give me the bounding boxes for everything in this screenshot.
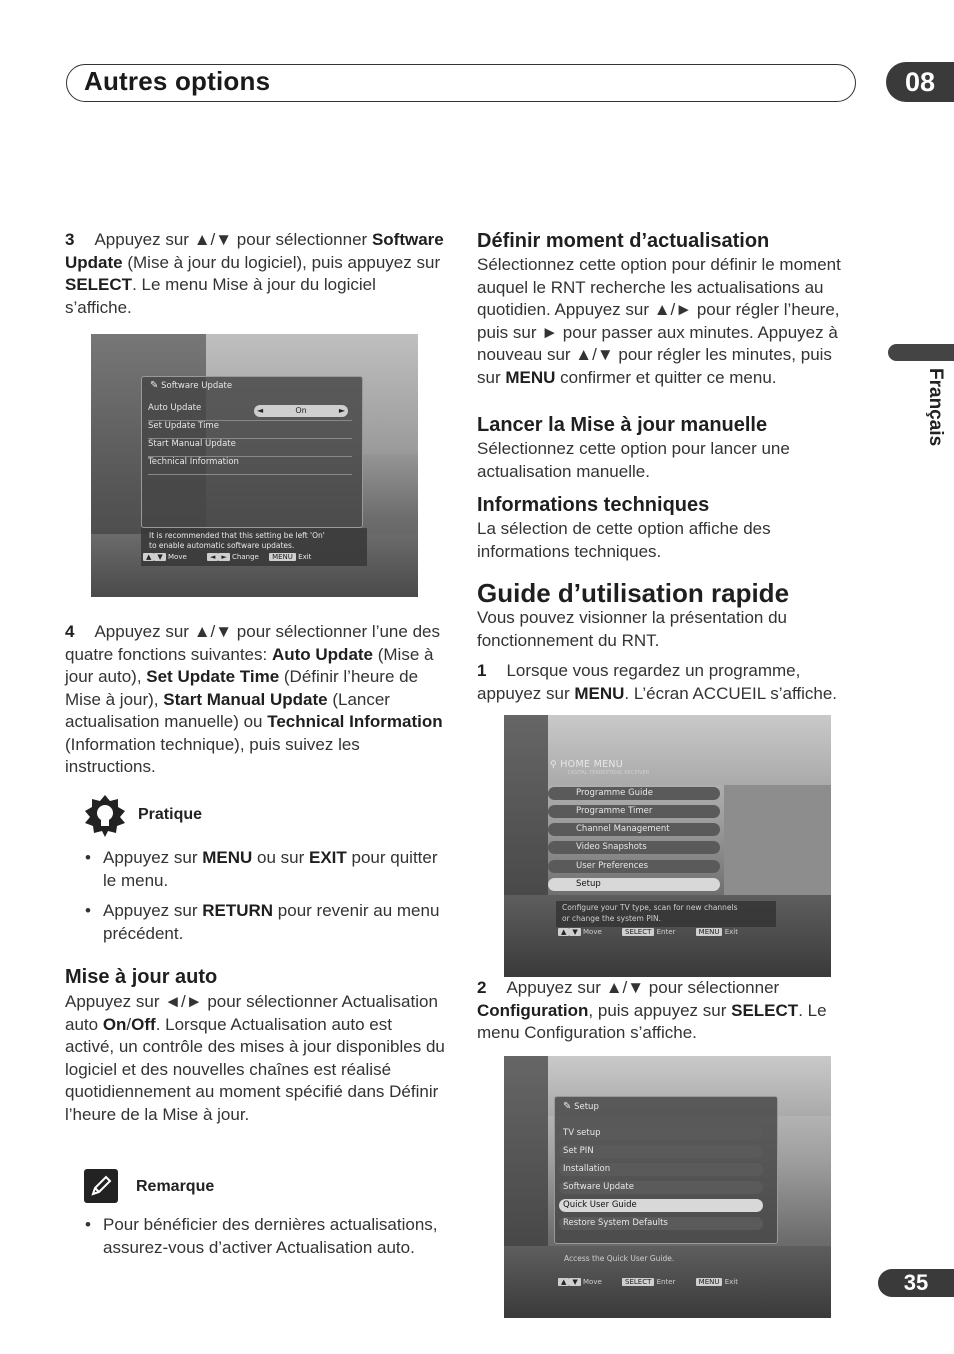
language-label: Français bbox=[925, 368, 946, 447]
menu-item-user-preferences[interactable]: User Preferences bbox=[548, 860, 720, 873]
step-3: 3 Appuyez sur ▲/▼ pour sélectionner Software Update (Mise à jour du logiciel), puis appuyez sur SELECT. Le menu Mise à jour du logiciel s’affiche. bbox=[65, 230, 444, 317]
page-title: Autres options bbox=[84, 66, 271, 96]
osd-row-start-manual-update[interactable]: Start Manual Update bbox=[148, 439, 352, 457]
step-1: 1 Lorsque vous regardez un programme, appuyez sur MENU. L’écran ACCUEIL s’affiche. bbox=[477, 661, 838, 703]
home-menu-subtitle: DIGITAL TERRESTRIAL RECEIVER bbox=[568, 770, 650, 776]
list-item: • Pour bénéficier des dernières actualisations, assurez-vous d’activer Actualisation auto. bbox=[65, 1214, 445, 1259]
heading-quick-guide: Guide d’utilisation rapide bbox=[477, 578, 790, 608]
list-item: • Appuyez sur RETURN pour revenir au menu précédent. bbox=[65, 900, 445, 945]
page-number: 35 bbox=[878, 1269, 954, 1297]
setup-item-software-update[interactable]: Software Update bbox=[559, 1181, 763, 1194]
setup-title: Setup bbox=[574, 1102, 599, 1112]
setup-item-tv-setup[interactable]: TV setup bbox=[559, 1127, 763, 1140]
heading-define-time: Définir moment d’actualisation bbox=[477, 230, 770, 252]
menu-item-channel-management[interactable]: Channel Management bbox=[548, 823, 720, 836]
software-update-panel: ✎ Software Update Auto Update ◄ On ► Set Update Time Start Manual Update Technical Information bbox=[141, 376, 363, 528]
tip-label: Pratique bbox=[138, 806, 203, 823]
tip-list bbox=[65, 847, 445, 953]
define-time-text: Sélectionnez cette option pour définir le moment auquel le RNT recherche les actualisations au quotidien. Appuyez sur ▲/► pour régler l’heure, puis sur ► pour passer aux minutes. Appuyez à nouveau sur ▲/▼ pour régler les minutes, puis sur MENU confirmer et quitter ce menu. bbox=[477, 255, 841, 387]
osd-hint-bar: It is recommended that this setting be left 'On' to enable automatic software updates. ▲ ▼ Move ◄ ► Change MENU Exit bbox=[141, 528, 367, 566]
osd-row-auto-update[interactable]: Auto Update bbox=[148, 403, 352, 421]
menu-item-programme-timer[interactable]: Programme Timer bbox=[548, 805, 720, 818]
auto-update-value[interactable]: ◄ On ► bbox=[254, 405, 348, 417]
osd-row-technical-information[interactable]: Technical Information bbox=[148, 457, 352, 475]
heading-auto-update: Mise à jour auto bbox=[65, 966, 218, 988]
osd-title: Software Update bbox=[161, 381, 233, 391]
software-update-screenshot bbox=[91, 334, 418, 597]
home-hint-box: Configure your TV type, scan for new channels or change the system PIN. bbox=[556, 901, 776, 927]
manual-update-text: Sélectionnez cette option pour lancer une actualisation manuelle. bbox=[477, 439, 790, 481]
note-list bbox=[65, 1214, 445, 1267]
lightbulb-icon bbox=[83, 795, 127, 837]
menu-item-video-snapshots[interactable]: Video Snapshots bbox=[548, 841, 720, 854]
setup-item-restore-defaults[interactable]: Restore System Defaults bbox=[559, 1217, 763, 1230]
osd-row-set-update-time[interactable]: Set Update Time bbox=[148, 421, 352, 439]
auto-update-text: Appuyez sur ◄/► pour sélectionner Actualisation auto On/Off. Lorsque Actualisation auto est activé, un contrôle des mises à jour disponibles du logiciel et des nouvelles chaînes est réalisé quotidiennement au moment spécifié dans Définir l’heure de la Mise à jour. bbox=[65, 992, 445, 1124]
setup-panel: ✎ Setup TV setup Set PIN Installation Software Update Quick User Guide Restore System Defaults bbox=[554, 1096, 778, 1244]
home-menu-screenshot bbox=[504, 715, 831, 977]
menu-item-setup[interactable]: Setup bbox=[548, 878, 720, 891]
step-4: 4 Appuyez sur ▲/▼ pour sélectionner l’une des quatre fonctions suivantes: Auto Update (Mise à jour auto), Set Update Time (Définir l’heure de Mise à jour), Start Manual Update (Lancer actualisation manuelle) ou Technical Information (Information technique), puis suivez les instructions. bbox=[65, 622, 443, 776]
setup-item-set-pin[interactable]: Set PIN bbox=[559, 1145, 763, 1158]
setup-key-bar: ▲ ▼ Move SELECT Enter MENU Exit bbox=[558, 1278, 738, 1286]
setup-item-quick-user-guide[interactable]: Quick User Guide bbox=[559, 1199, 763, 1212]
heading-technical-info: Informations techniques bbox=[477, 494, 710, 516]
setup-item-installation[interactable]: Installation bbox=[559, 1163, 763, 1176]
pencil-icon bbox=[84, 1169, 118, 1203]
quick-guide-text: Vous pouvez visionner la présentation du fonctionnement du RNT. bbox=[477, 608, 787, 650]
home-key-bar: ▲ ▼ Move SELECT Enter MENU Exit bbox=[558, 928, 738, 936]
step-2: 2 Appuyez sur ▲/▼ pour sélectionner Configuration, puis appuyez sur SELECT. Le menu Configuration s’affiche. bbox=[477, 978, 827, 1042]
technical-info-text: La sélection de cette option affiche des informations techniques. bbox=[477, 519, 771, 561]
chapter-badge: 08 bbox=[886, 62, 954, 102]
language-tab bbox=[888, 344, 954, 361]
setup-screenshot bbox=[504, 1056, 831, 1318]
menu-item-programme-guide[interactable]: Programme Guide bbox=[548, 787, 720, 800]
heading-manual-update: Lancer la Mise à jour manuelle bbox=[477, 414, 768, 436]
list-item: • Appuyez sur MENU ou sur EXIT pour quitter le menu. bbox=[65, 847, 445, 892]
setup-hint: Access the Quick User Guide. bbox=[564, 1254, 675, 1263]
home-menu-title: ⚲ HOME MENU bbox=[550, 759, 624, 770]
note-label: Remarque bbox=[136, 1178, 215, 1195]
